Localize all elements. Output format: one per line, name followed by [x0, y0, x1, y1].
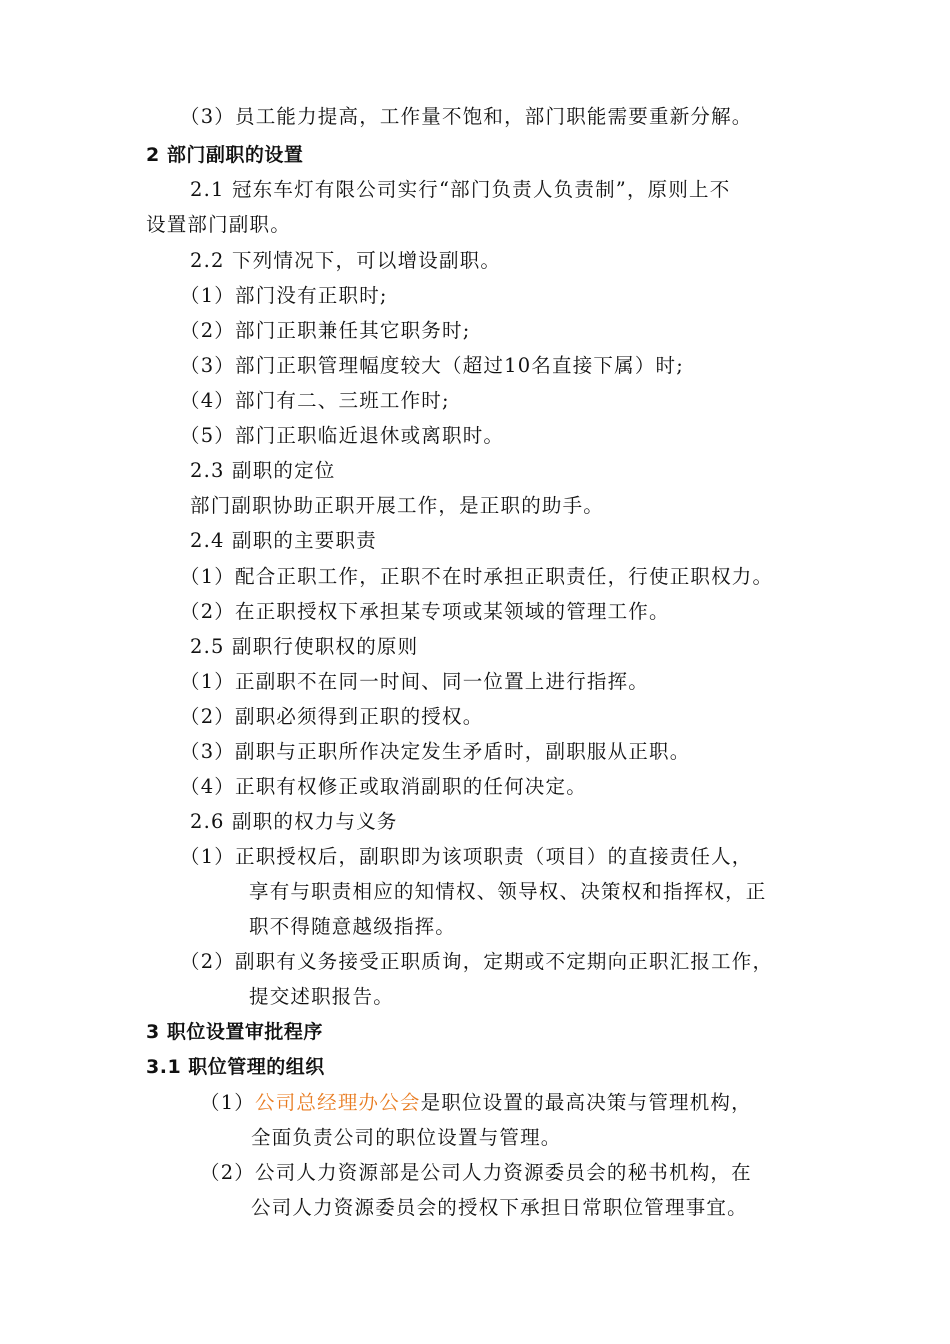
list-item-continued: 职不得随意越级指挥。	[249, 915, 457, 938]
list-item: （2）副职必须得到正职的授权。	[180, 705, 484, 728]
list-item: （1）配合正职工作，正职不在时承担正职责任，行使正职权力。	[180, 565, 774, 588]
list-item: （5）部门正职临近退休或离职时。	[180, 424, 505, 447]
subheading: 2.3 副职的定位	[190, 459, 336, 482]
list-item: （2）公司人力资源部是公司人力资源委员会的秘书机构，在	[200, 1161, 752, 1184]
paragraph: 设置部门副职。	[146, 213, 291, 236]
section-heading: 2 部门副职的设置	[146, 144, 304, 166]
list-item: （2）副职有义务接受正职质询，定期或不定期向正职汇报工作，	[180, 950, 774, 973]
list-item: （4）部门有二、三班工作时;	[180, 389, 450, 412]
subsection-heading: 3.1 职位管理的组织	[146, 1056, 325, 1078]
item-text: （3）员工能力提高，工作量不饱和，部门职能需要重新分解。	[180, 105, 753, 128]
subheading: 2.4 副职的主要职责	[190, 529, 377, 552]
subheading: 2.2 下列情况下，可以增设副职。	[190, 249, 502, 272]
list-item-continued: 提交述职报告。	[249, 985, 394, 1008]
list-item: （3）部门正职管理幅度较大（超过10名直接下属）时;	[180, 354, 684, 377]
section-heading: 3 职位设置审批程序	[146, 1021, 323, 1043]
subheading: 2.6 副职的权力与义务	[190, 810, 398, 833]
list-item: （3）副职与正职所作决定发生矛盾时，副职服从正职。	[180, 740, 691, 763]
list-item	[200, 1090, 752, 1116]
list-item-continued: 公司人力资源委员会的授权下承担日常职位管理事宜。	[251, 1196, 748, 1219]
subheading: 2.5 副职行使职权的原则	[190, 635, 419, 658]
paragraph: 部门副职协助正职开展工作，是正职的助手。	[190, 494, 605, 517]
list-item: （1）正职授权后，副职即为该项职责（项目）的直接责任人，	[180, 845, 753, 868]
list-marker: （1）	[200, 1091, 256, 1114]
list-item: （4）正职有权修正或取消副职的任何决定。	[180, 775, 587, 798]
list-item-text: 是职位设置的最高决策与管理机构，	[420, 1091, 752, 1114]
list-item: （1）正副职不在同一时间、同一位置上进行指挥。	[180, 670, 650, 693]
highlighted-link-text[interactable]: 公司总经理办公会	[255, 1091, 421, 1114]
list-item: （1）部门没有正职时;	[180, 284, 388, 307]
list-item-continued: 享有与职责相应的知情权、领导权、决策权和指挥权，正	[249, 880, 767, 903]
list-item: （2）在正职授权下承担某专项或某领域的管理工作。	[180, 600, 670, 623]
paragraph: 2.1 冠东车灯有限公司实行“部门负责人负责制”，原则上不	[190, 178, 731, 201]
list-item: （2）部门正职兼任其它职务时;	[180, 319, 471, 342]
list-item-continued: 全面负责公司的职位设置与管理。	[251, 1126, 562, 1149]
